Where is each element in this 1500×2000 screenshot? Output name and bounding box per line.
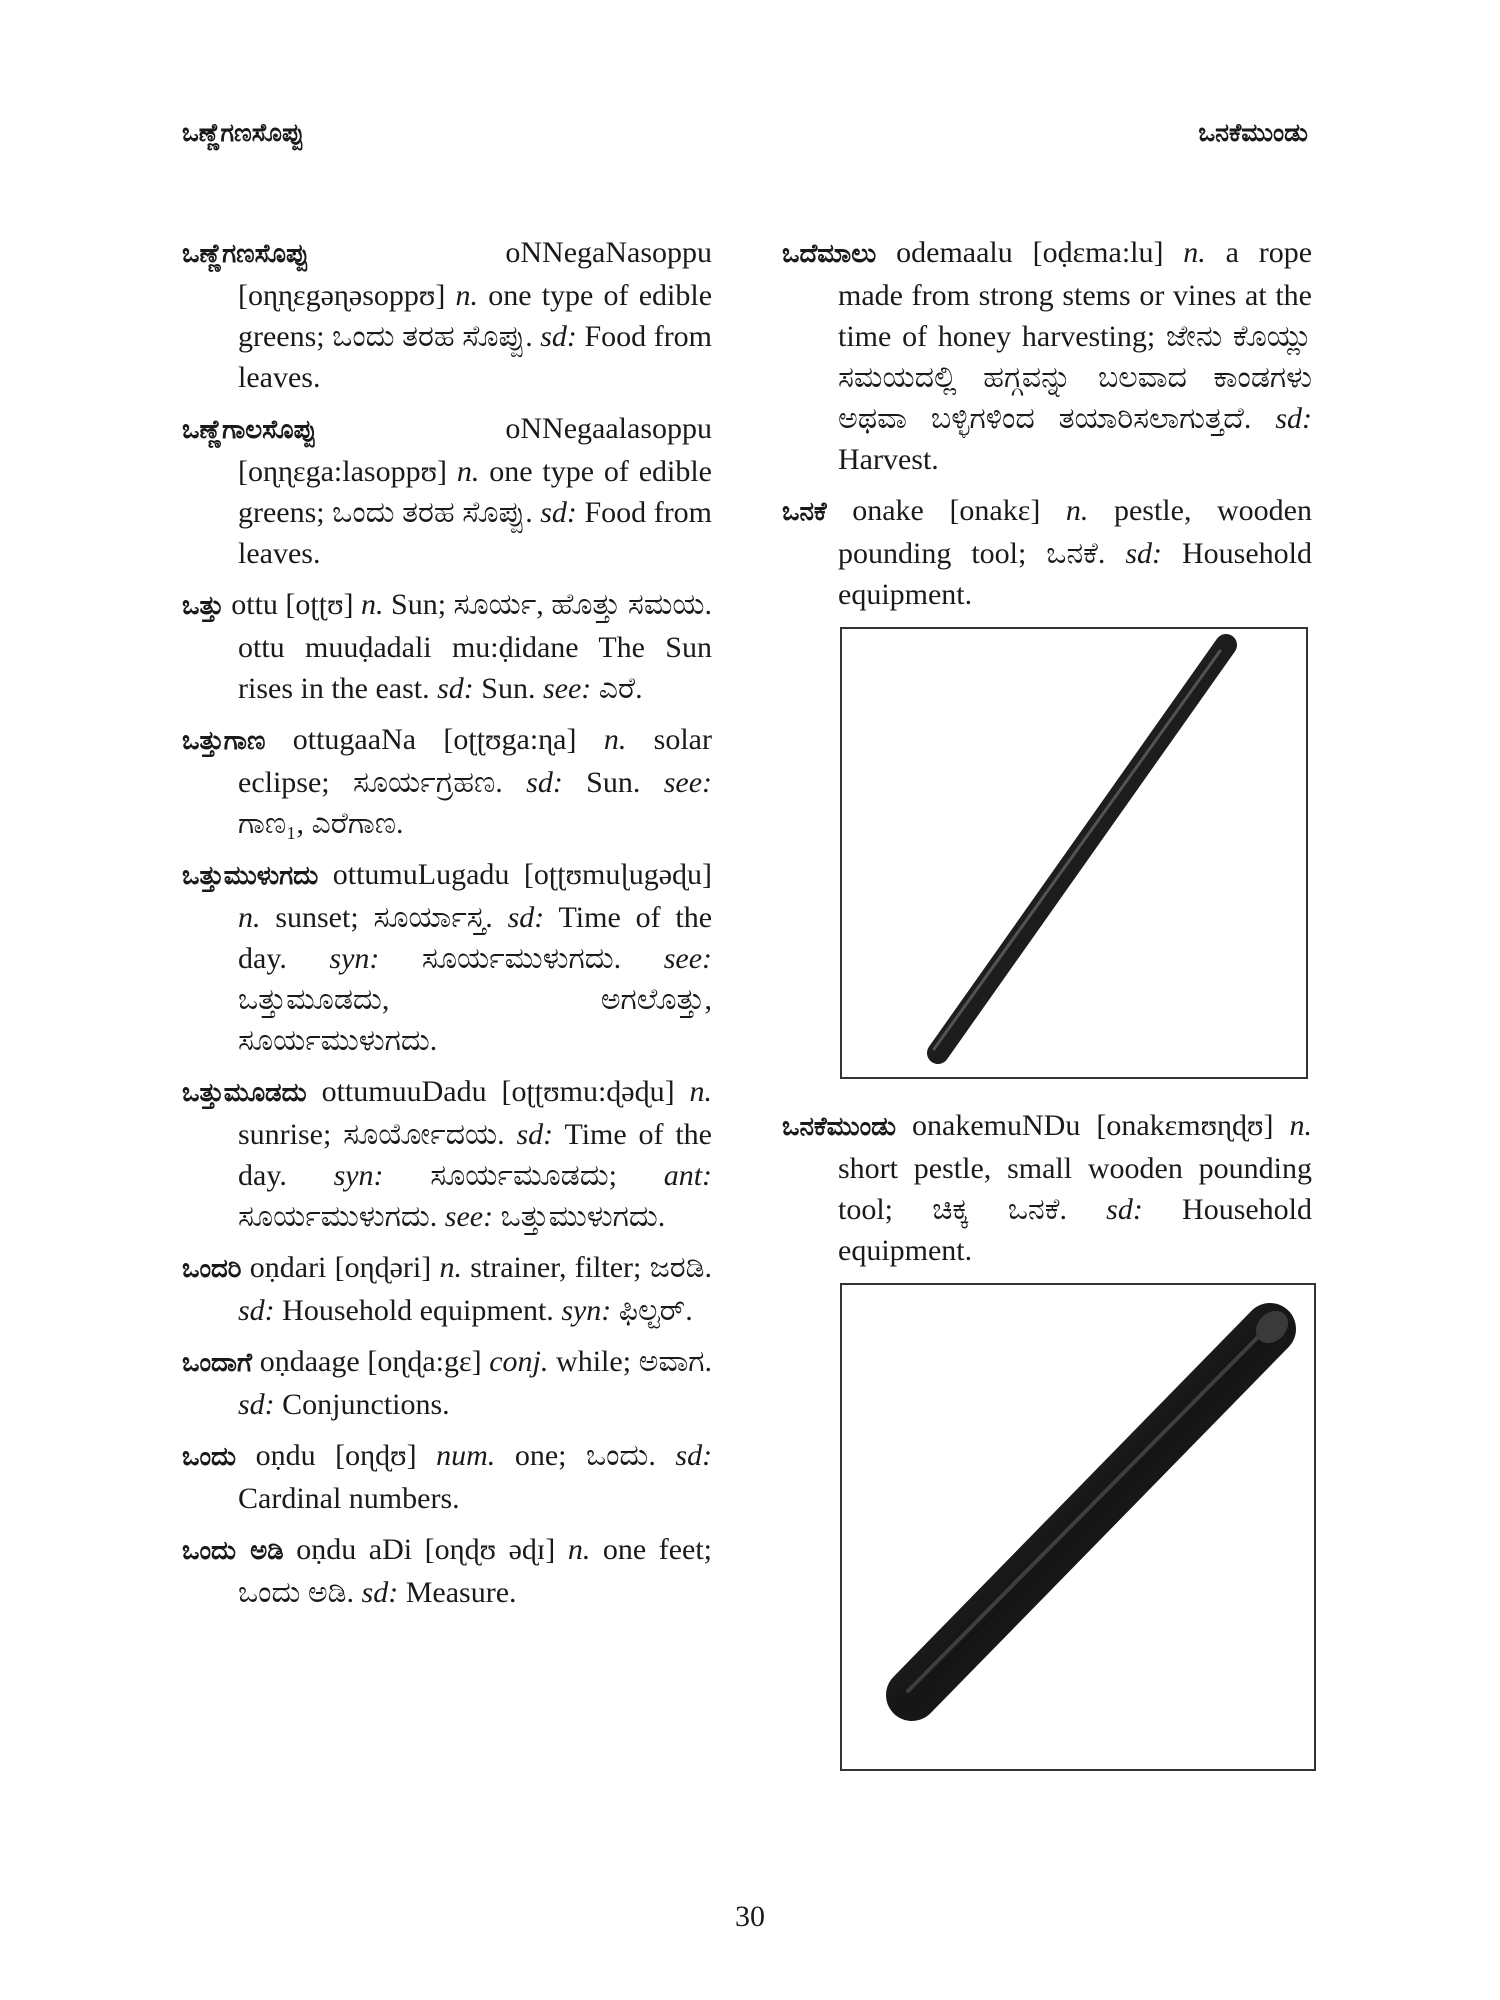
part-of-speech: n. — [1183, 236, 1206, 269]
definition: Sun; ಸೂರ್ಯ, ಹೊತ್ತು ಸಮಯ. ottu muuḍadali mu:ḍidane The Sun rises in the east. — [238, 588, 713, 705]
headword: ಒಂದು ಅಡಿ — [182, 1536, 284, 1566]
sd-label: sd: — [675, 1439, 713, 1472]
sd-label: sd: — [540, 320, 577, 353]
synonym: ಸೂರ್ಯಮೂಡದು; — [430, 1159, 618, 1192]
sd-label: sd: — [507, 901, 545, 934]
part-of-speech: n. — [1065, 494, 1089, 527]
definition: short pestle, small wooden pounding tool; ಚಿಕ್ಕ ಒನಕೆ. — [838, 1152, 1312, 1226]
part-of-speech: conj. — [489, 1345, 549, 1378]
headword: ಒದೆಮಾಲು — [782, 239, 877, 269]
semantic-domain: Sun. — [586, 766, 641, 799]
cross-reference: ಒತ್ತುಮುಳುಗದು. — [500, 1200, 666, 1233]
headword: ಒಣ್ಣೆಗಣಸೊಪ್ಪು — [182, 239, 310, 269]
semantic-domain: Sun. — [481, 672, 536, 705]
headword: ಒತ್ತುಗಾಣ — [182, 726, 266, 756]
romanization: oṇdu aDi — [296, 1533, 413, 1566]
definition: one; ಒಂದು. — [514, 1439, 656, 1472]
definition: sunset; ಸೂರ್ಯಾಸ್ತ. — [275, 901, 493, 934]
phonetic: [oɳɖʊ] — [335, 1439, 417, 1472]
definition: while; ಅವಾಗ. — [556, 1345, 713, 1378]
sd-label: sd: — [1125, 537, 1163, 570]
semantic-domain: Food from leaves. — [238, 496, 713, 570]
sd-label: sd: — [238, 1388, 275, 1421]
part-of-speech: num. — [436, 1439, 496, 1472]
definition: strainer, filter; ಜರಡಿ. — [470, 1251, 713, 1284]
romanization: oNNegaNasoppu — [505, 236, 712, 269]
short-pestle-illustration — [842, 1285, 1314, 1769]
dictionary-entry — [182, 854, 712, 1061]
sd-label: sd: — [238, 1294, 275, 1327]
dictionary-entry — [182, 719, 712, 844]
semantic-domain: Measure. — [405, 1576, 517, 1609]
romanization: oṇdaage — [259, 1345, 360, 1378]
definition: one feet; ಒಂದು ಅಡಿ. — [238, 1533, 713, 1609]
romanization: oNNegaalasoppu — [505, 412, 712, 445]
cross-reference: ಗಾಣ₁, ಎರೆಗಾಣ. — [238, 807, 404, 840]
semantic-domain: Household equipment. — [838, 537, 1312, 611]
antonym: ಸೂರ್ಯಮುಳುಗದು. — [238, 1200, 438, 1233]
dictionary-entry — [182, 1529, 712, 1613]
romanization: oṇdari — [249, 1251, 327, 1284]
synonym: ಸೂರ್ಯಮುಳುಗದು. — [421, 942, 622, 975]
ant-label: ant: — [663, 1159, 713, 1192]
sd-label: sd: — [526, 766, 563, 799]
synonym: ಫಿಲ್ಟರ್. — [618, 1294, 693, 1327]
sd-label: sd: — [1275, 402, 1312, 435]
phonetic: [oʈʈʊga:ɳa] — [443, 723, 577, 756]
phonetic: [oʈʈʊ] — [285, 588, 354, 621]
cross-reference: ಎರೆ. — [598, 672, 643, 705]
romanization: ottu — [231, 588, 278, 621]
definition: pestle, wooden pounding tool; ಒನಕೆ. — [838, 494, 1312, 570]
definition: sunrise; ಸೂರ್ಯೋದಯ. — [238, 1118, 505, 1151]
part-of-speech: n. — [439, 1251, 462, 1284]
dictionary-entry — [182, 584, 712, 709]
part-of-speech: n. — [456, 455, 480, 488]
phonetic: [oɳɳɛgəɳəsoppʊ] — [238, 279, 446, 312]
phonetic: [oɳɖʊ əɖɪ] — [424, 1533, 556, 1566]
phonetic: [onakɛ] — [949, 494, 1041, 527]
semantic-domain: Household equipment. — [282, 1294, 554, 1327]
definition: one type of edible greens; ಒಂದು ತರಹ ಸೊಪ್ಪು. — [238, 455, 712, 529]
semantic-domain: Time of the day. — [238, 1118, 712, 1192]
semantic-domain: Household equipment. — [838, 1193, 1313, 1267]
syn-label: syn: — [333, 1159, 384, 1192]
romanization: ottumuuDadu — [321, 1075, 487, 1108]
cross-reference: ಒತ್ತುಮೂಡದು, ಅಗಲೊತ್ತು, ಸೂರ್ಯಮುಳುಗದು. — [238, 983, 712, 1057]
romanization: onakemuNDu — [912, 1109, 1081, 1142]
see-label: see: — [663, 942, 712, 975]
phonetic: [oʈʈʊmuɭugəɖu] — [523, 858, 713, 891]
semantic-domain: Food from leaves. — [238, 320, 713, 394]
phonetic: [oḍɛma:lu] — [1032, 236, 1164, 269]
dictionary-entry — [182, 408, 712, 574]
dictionary-entry — [182, 232, 712, 398]
part-of-speech: n. — [455, 279, 479, 312]
headword: ಒಣ್ಣೆಗಾಲಸೊಪ್ಪು — [182, 415, 317, 445]
semantic-domain: Cardinal numbers. — [238, 1482, 460, 1515]
headword: ಒತ್ತುಮುಳುಗದು — [182, 861, 319, 891]
definition: solar eclipse; ಸೂರ್ಯಗ್ರಹಣ. — [238, 723, 712, 799]
see-label: see: — [663, 766, 713, 799]
dictionary-entry — [182, 1435, 712, 1519]
sd-label: sd: — [516, 1118, 554, 1151]
phonetic: [oʈʈʊmu:ɖəɖu] — [501, 1075, 675, 1108]
see-label: see: — [444, 1200, 494, 1233]
syn-label: syn: — [329, 942, 380, 975]
romanization: onake — [852, 494, 924, 527]
romanization: ottumuLugadu — [332, 858, 510, 891]
headword: ಒನಕೆಮುಂಡು — [782, 1112, 897, 1142]
phonetic: [oɳɖa:gɛ] — [367, 1345, 482, 1378]
sd-label: sd: — [437, 672, 474, 705]
short-pestle-image — [840, 1283, 1316, 1771]
headword: ಒನಕೆ — [782, 497, 827, 527]
pestle-illustration — [842, 629, 1306, 1077]
left-column — [182, 232, 712, 1623]
headword: ಒತ್ತುಮೂಡದು — [182, 1078, 307, 1108]
phonetic: [oɳɳɛga:lasoppʊ] — [238, 455, 448, 488]
part-of-speech: n. — [361, 588, 384, 621]
running-head-left: ಒಣ್ಣೆಗಣಸೊಪ್ಪು — [182, 118, 305, 147]
dictionary-entry — [782, 232, 1312, 480]
running-head-right: ಒನಕೆಮುಂಡು — [1198, 118, 1308, 147]
dictionary-entry — [182, 1247, 712, 1331]
phonetic: [oɳɖəri] — [334, 1251, 432, 1284]
syn-label: syn: — [561, 1294, 612, 1327]
dictionary-entry — [782, 1105, 1312, 1271]
sd-label: sd: — [361, 1576, 399, 1609]
see-label: see: — [542, 672, 592, 705]
part-of-speech: n. — [238, 901, 261, 934]
headword: ಒಂದು — [182, 1442, 237, 1472]
page-number: 30 — [735, 1900, 765, 1933]
definition: a rope made from strong stems or vines at the time of honey harvesting; ಜೇನು ಕೊಯ್ಲು ಸಮಯದಲ್ಲಿ ಹಗ್ಗವನ್ನು ಬಲವಾದ ಕಾಂಡಗಳು ಅಥವಾ ಬಳ್ಳಿಗಳಿಂದ ತಯಾರಿಸಲಾಗುತ್ತದೆ. — [838, 236, 1313, 435]
part-of-speech: n. — [689, 1075, 712, 1108]
part-of-speech: n. — [603, 723, 627, 756]
sd-label: sd: — [540, 496, 577, 529]
dictionary-entry — [182, 1071, 712, 1237]
pestle-image — [840, 627, 1308, 1079]
headword: ಒಂದಾಗೆ — [182, 1348, 253, 1378]
dictionary-entry — [782, 490, 1312, 615]
sd-label: sd: — [1106, 1193, 1143, 1226]
romanization: ottugaaNa — [292, 723, 417, 756]
romanization: odemaalu — [896, 236, 1013, 269]
headword: ಒಂದರಿ — [182, 1254, 242, 1284]
semantic-domain: Time of the day. — [238, 901, 713, 975]
dictionary-entry — [182, 1341, 712, 1425]
part-of-speech: n. — [567, 1533, 591, 1566]
right-column — [782, 232, 1312, 1797]
definition: one type of edible greens; ಒಂದು ತರಹ ಸೊಪ್ಪು. — [238, 279, 713, 353]
romanization: oṇdu — [255, 1439, 316, 1472]
semantic-domain: Conjunctions. — [282, 1388, 450, 1421]
phonetic: [onakɛmʊɳɖʊ] — [1096, 1109, 1274, 1142]
headword: ಒತ್ತು — [182, 591, 224, 621]
part-of-speech: n. — [1289, 1109, 1313, 1142]
semantic-domain: Harvest. — [838, 443, 939, 476]
